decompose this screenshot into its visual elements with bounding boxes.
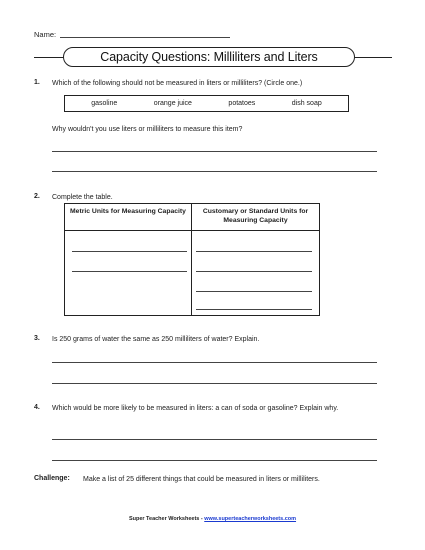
- q3-prompt: Is 250 grams of water the same as 250 milliliters of water? Explain.: [52, 336, 260, 343]
- q1-answer-line-2[interactable]: [52, 171, 377, 172]
- footer: [0, 516, 425, 522]
- customary-answer-line-4[interactable]: [196, 309, 312, 310]
- customary-answer-line-1[interactable]: [196, 251, 312, 252]
- page-title: Capacity Questions: Milliliters and Liters: [63, 47, 355, 67]
- footer-link[interactable]: www.superteacherworksheets.com: [204, 516, 297, 522]
- table-header-rule: [65, 230, 319, 231]
- q2-number: 2.: [34, 193, 40, 200]
- q3-answer-line-2[interactable]: [52, 383, 377, 384]
- q1-number: 1.: [34, 79, 40, 86]
- q1-answer-line-1[interactable]: [52, 151, 377, 152]
- q4-prompt: Which would be more likely to be measured in liters: a can of soda or gasoline? Explain why.: [52, 405, 339, 412]
- q3-number: 3.: [34, 335, 40, 342]
- customary-answer-line-2[interactable]: [196, 271, 312, 272]
- q3-answer-line-1[interactable]: [52, 362, 377, 363]
- choice-potatoes[interactable]: potatoes: [228, 100, 256, 107]
- table-header-metric: Metric Units for Measuring Capacity: [70, 208, 186, 215]
- challenge-label: Challenge:: [34, 475, 70, 482]
- table-column-divider: [191, 204, 192, 315]
- units-table: [64, 203, 320, 316]
- name-input-line[interactable]: [60, 37, 230, 38]
- q1-choices-box: [64, 95, 349, 112]
- metric-answer-line-1[interactable]: [72, 251, 187, 252]
- customary-answer-line-3[interactable]: [196, 291, 312, 292]
- q1-followup: Why wouldn't you use liters or milliliters to measure this item?: [52, 126, 243, 133]
- challenge-text: Make a list of 25 different things that could be measured in liters or milliliters.: [83, 476, 320, 483]
- q2-prompt: Complete the table.: [52, 194, 113, 201]
- choice-dish-soap[interactable]: dish soap: [291, 100, 322, 107]
- q4-number: 4.: [34, 404, 40, 411]
- choice-gasoline[interactable]: gasoline: [91, 100, 118, 107]
- q1-prompt: Which of the following should not be measured in liters or milliliters? (Circle one.): [52, 80, 303, 87]
- name-label: Name:: [34, 30, 57, 39]
- title-banner: [34, 47, 392, 67]
- table-header-customary: Customary or Standard Units for Measuring Capacity: [202, 208, 309, 224]
- footer-prefix: Super Teacher Worksheets -: [128, 516, 205, 522]
- metric-answer-line-2[interactable]: [72, 271, 187, 272]
- q4-answer-line-2[interactable]: [52, 460, 377, 461]
- q4-answer-line-1[interactable]: [52, 439, 377, 440]
- choice-orange-juice[interactable]: orange juice: [153, 100, 192, 107]
